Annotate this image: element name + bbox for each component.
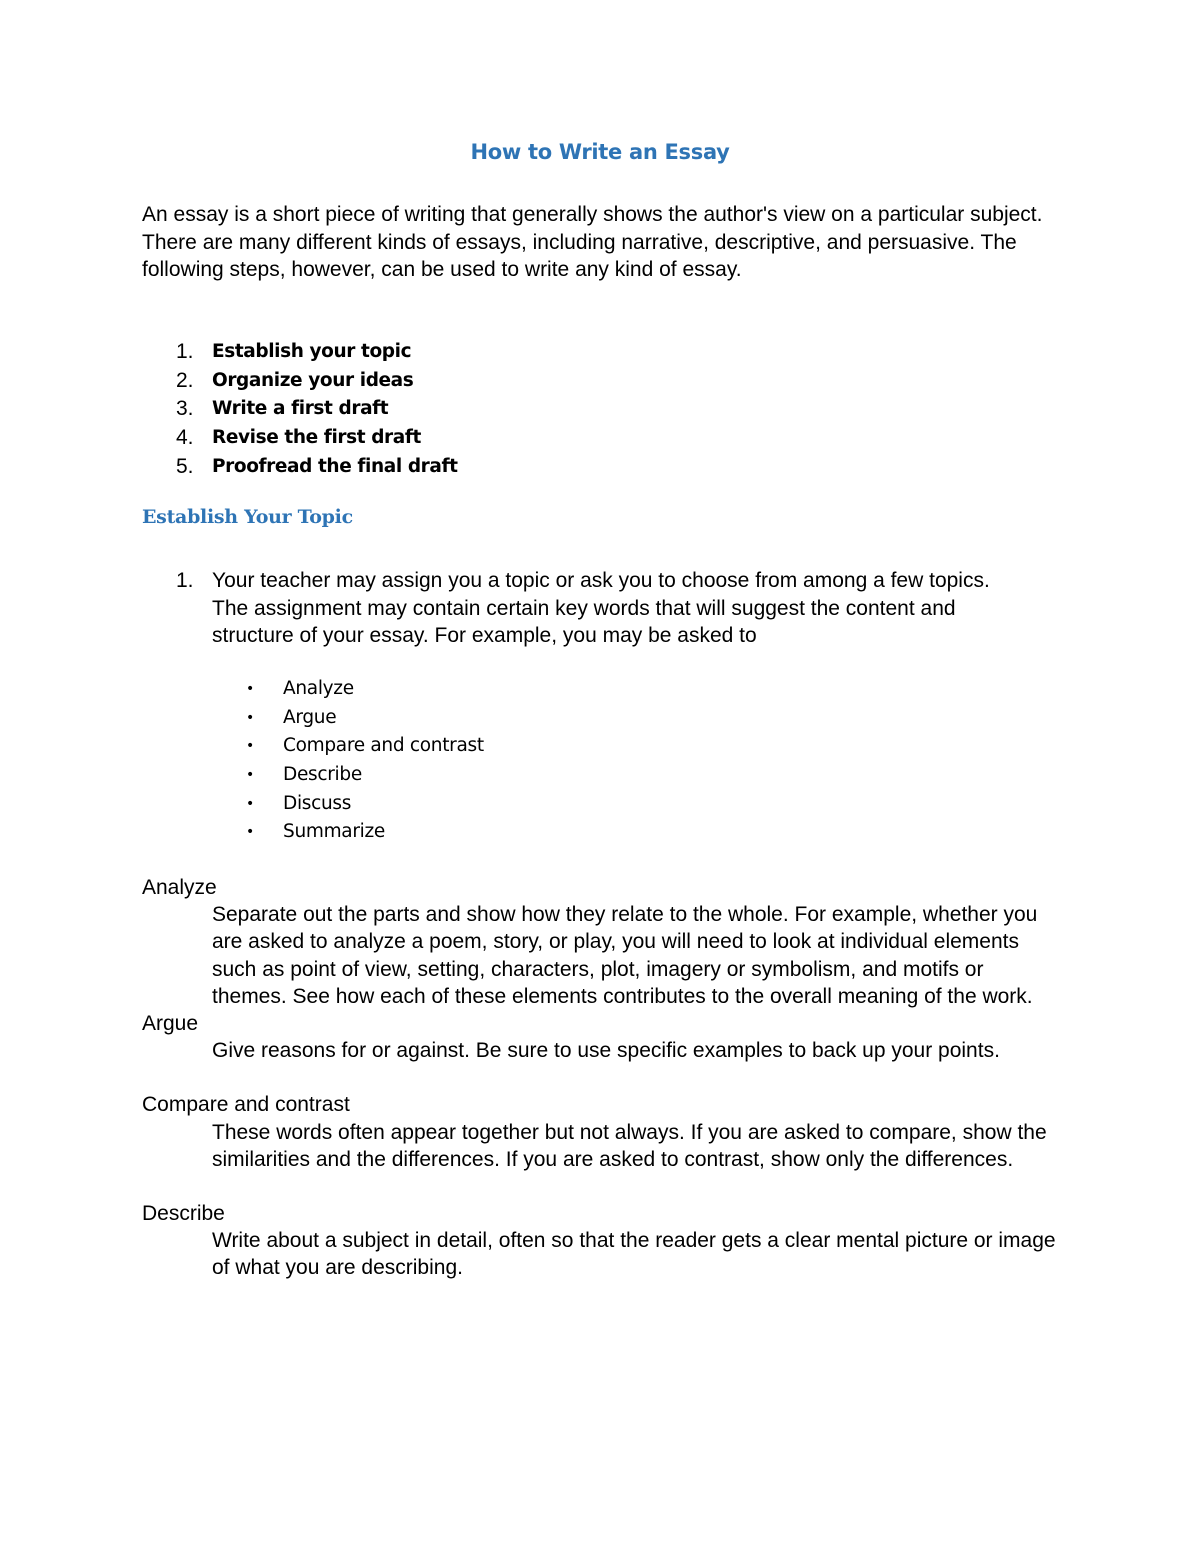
keyword-label: Discuss xyxy=(283,792,352,814)
section-heading: Establish Your Topic xyxy=(142,506,353,528)
bullet-icon: • xyxy=(246,681,254,697)
bullet-icon: • xyxy=(246,767,254,784)
paragraph-spacer xyxy=(142,1064,1072,1091)
bullet-icon: • xyxy=(246,795,254,812)
topic-item-text: Your teacher may assign you a topic or ask you to choose from among a few topics. The assignment may contain certain key words that will suggest the content and structure of your essay. For example, you may be asked to xyxy=(212,569,990,647)
step-number: 5. xyxy=(176,454,194,478)
step-label: Proofread the final draft xyxy=(212,455,458,477)
document-title: How to Write an Essay xyxy=(470,140,730,164)
bullet-icon: • xyxy=(246,738,254,755)
definition-term: Analyze xyxy=(142,876,217,899)
definition-term: Compare and contrast xyxy=(142,1093,350,1117)
definition-description: Give reasons for or against. Be sure to use specific examples to back up your points. xyxy=(212,1039,1000,1063)
intro-paragraph: An essay is a short piece of writing that generally shows the author's view on a particular subject. There are many different kinds of essays, including narrative, descriptive, and persuasive. The following steps, however, can be used to write any kind of essay. xyxy=(142,203,1043,281)
keyword-label: Compare and contrast xyxy=(283,735,484,757)
step-number: 2. xyxy=(176,368,194,392)
topic-list-item xyxy=(142,567,1062,650)
step-number: 4. xyxy=(176,426,194,450)
bullet-icon: • xyxy=(246,824,254,841)
keyword-label: Argue xyxy=(283,706,337,728)
keyword-label: Describe xyxy=(283,764,362,786)
step-label: Revise the first draft xyxy=(212,427,421,449)
definition-description: These words often appear together but not always. If you are asked to compare, show the similarities and the differences. If you are asked to contrast, show only the differences. xyxy=(212,1120,1047,1171)
step-number: 1. xyxy=(176,340,194,363)
definition-description: Separate out the parts and show how they relate to the whole. For example, whether you are asked to analyze a poem, story, or play, you will need to look at individual elements such as point of view, setting, characters, plot, imagery or symbolism, and motifs or themes. See how each of these elements contributes to the overall meaning of the work. xyxy=(212,903,1038,1008)
step-label: Organize your ideas xyxy=(212,369,414,391)
bullet-icon: • xyxy=(246,709,254,726)
definition-term: Argue xyxy=(142,1012,199,1036)
paragraph-spacer xyxy=(142,1173,1072,1200)
topic-item-number: 1. xyxy=(176,569,194,592)
definition-description: Write about a subject in detail, often so that the reader gets a clear mental picture or image of what you are describing. xyxy=(212,1229,1056,1280)
step-label: Write a first draft xyxy=(212,398,389,420)
step-label: Establish your topic xyxy=(212,341,412,362)
keyword-label: Analyze xyxy=(283,678,354,699)
step-number: 3. xyxy=(176,397,194,421)
definition-term: Describe xyxy=(142,1202,225,1226)
definitions-list xyxy=(142,874,1072,1282)
keyword-label: Summarize xyxy=(283,821,385,843)
